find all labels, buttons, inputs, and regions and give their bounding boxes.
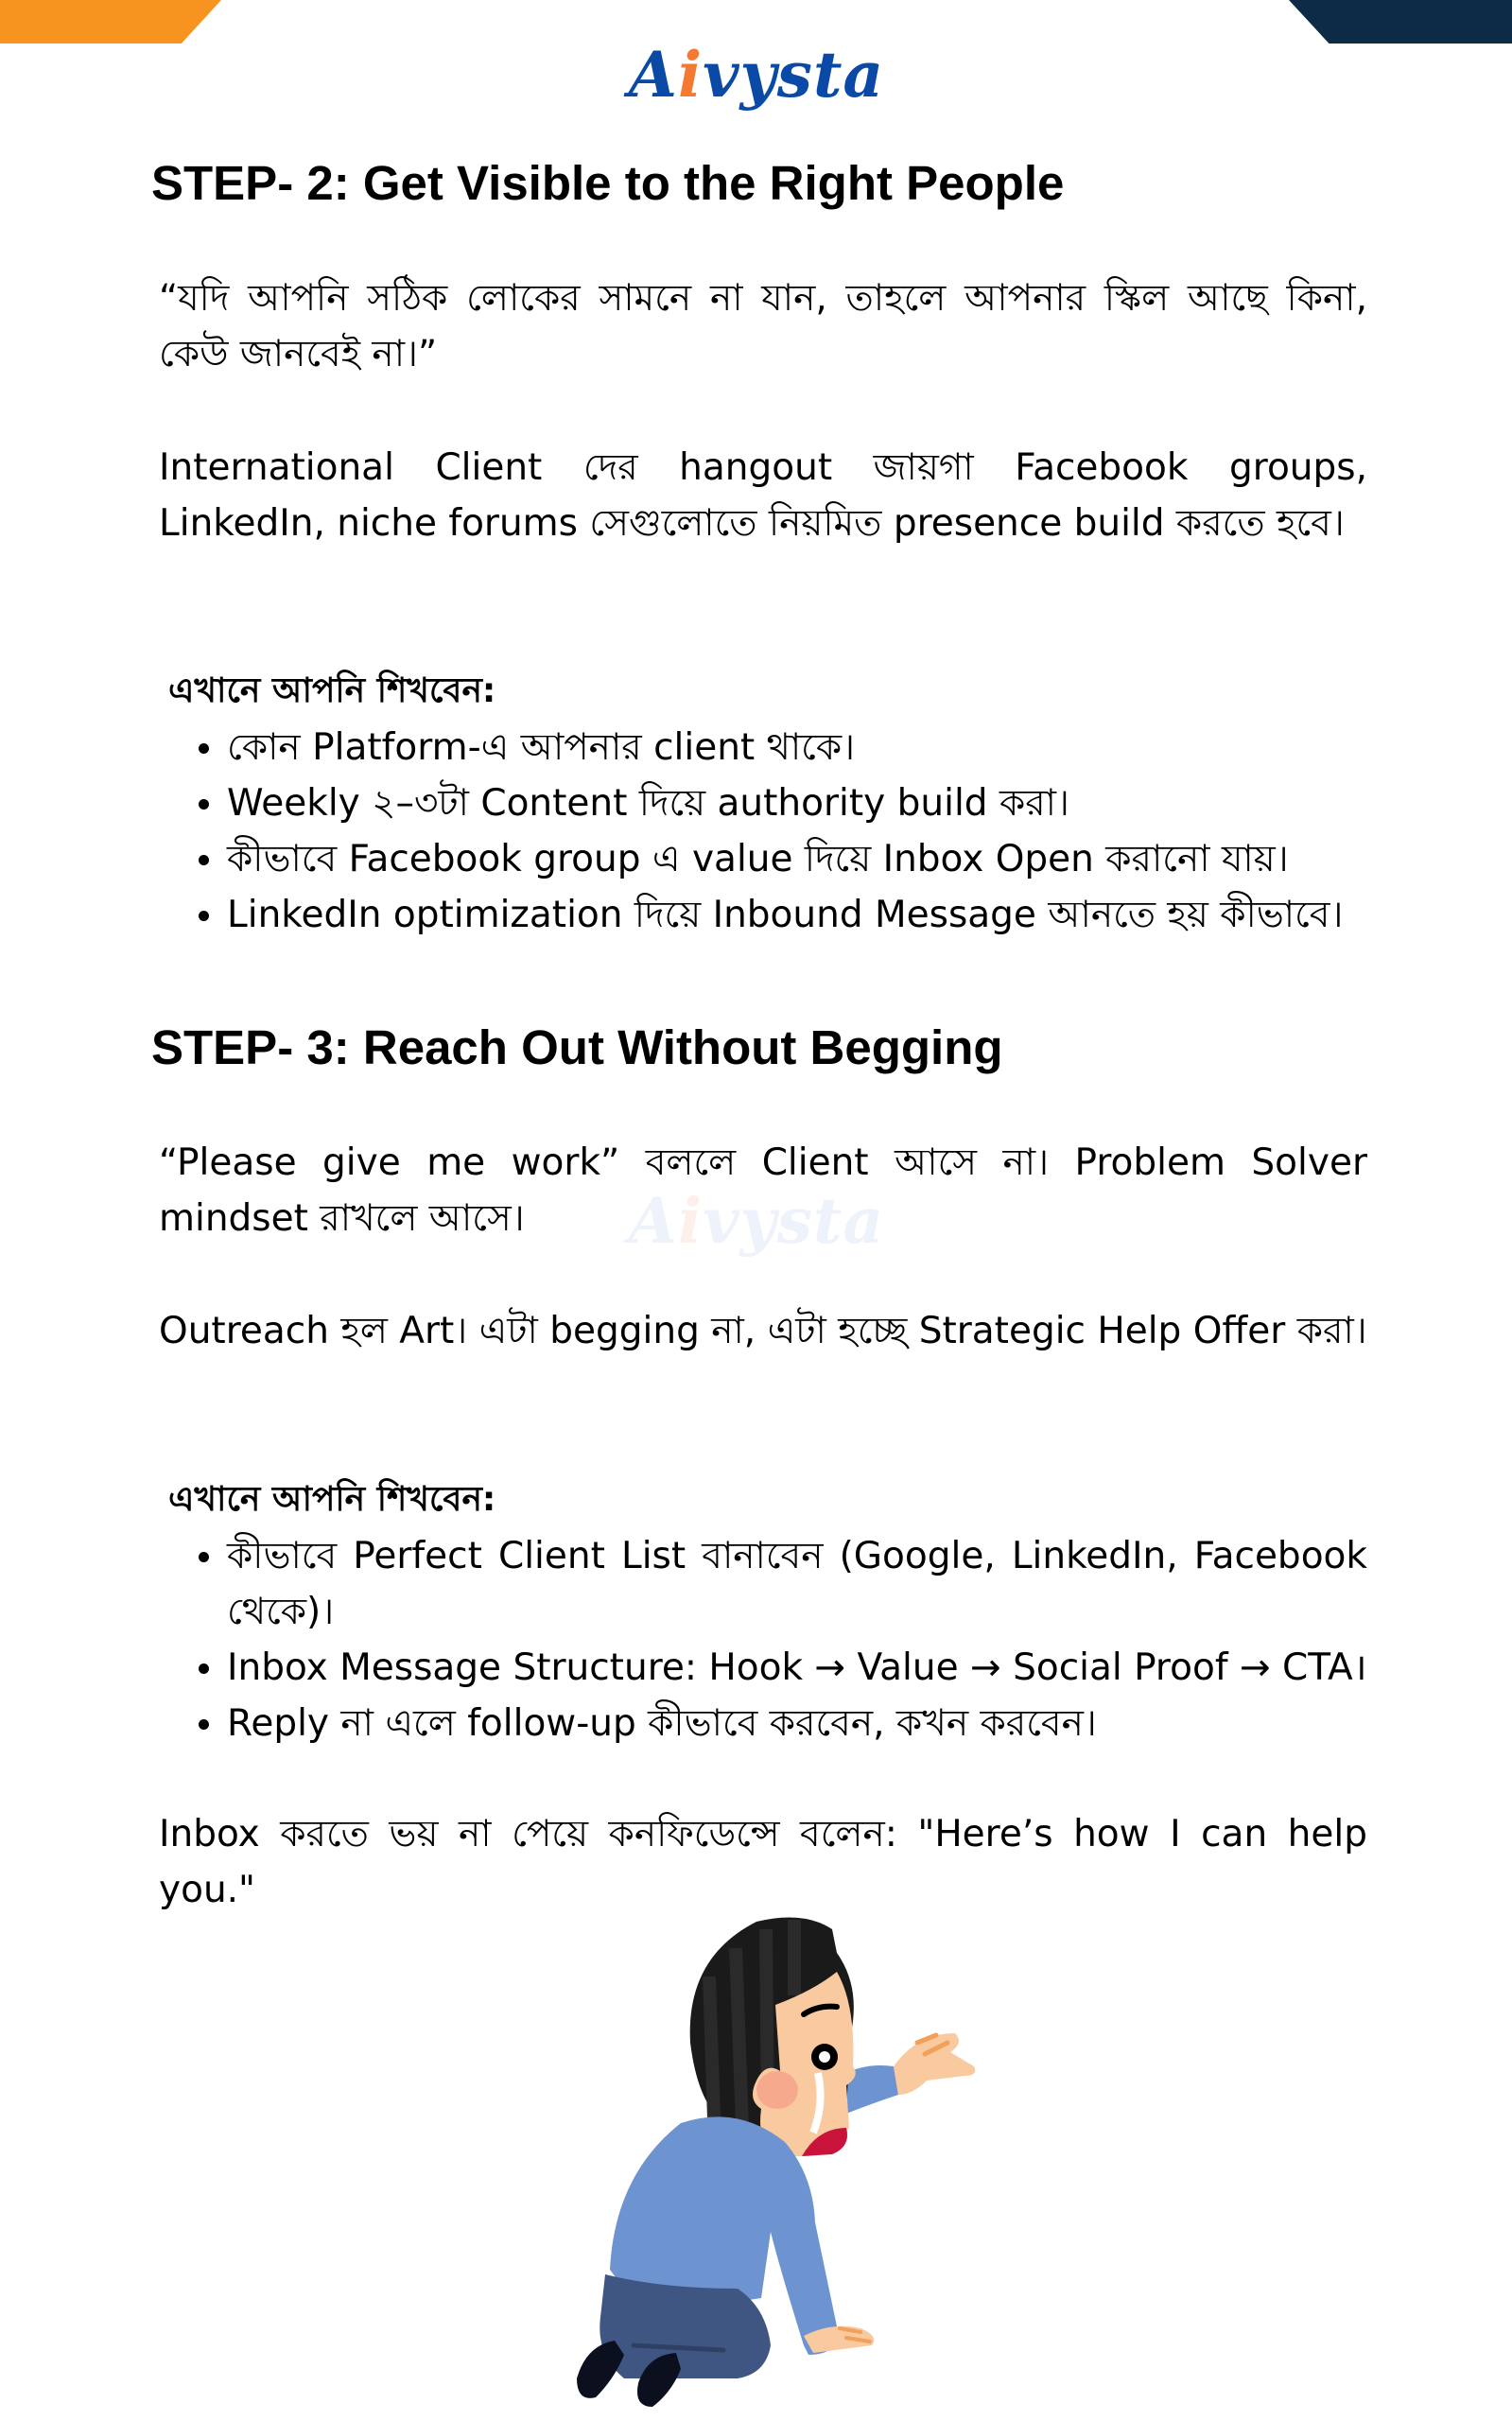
list-item: Weekly ২–৩টা Content দিয়ে authority build করা। — [159, 775, 1367, 831]
list-item: কোন Platform-এ আপনার client থাকে। — [159, 720, 1367, 775]
navy-corner-banner — [1289, 0, 1512, 44]
cheek-blush — [756, 2071, 798, 2109]
orange-corner-banner — [0, 0, 221, 44]
list-item: কীভাবে Facebook group এ value দিয়ে Inbox Open করানো যায়। — [159, 831, 1367, 887]
list-item: LinkedIn optimization দিয়ে Inbound Message আনতে হয় কীভাবে। — [159, 887, 1367, 943]
step2-heading: STEP- 2: Get Visible to the Right People — [151, 156, 1065, 210]
list-item: Reply না এলে follow-up কীভাবে করবেন, কখন করবেন। — [159, 1696, 1367, 1751]
step3-closing: Inbox করতে ভয় না পেয়ে কনফিডেন্সে বলেন: "Here’s how I can help you." — [159, 1813, 1367, 1911]
step3-learn-heading: এখানে আপনি শিখবেন: — [168, 1480, 496, 1519]
step3-paragraph: Outreach হল Art। এটা begging না, এটা হচ্ছে Strategic Help Offer করা। — [159, 1310, 1367, 1352]
bullet-icon — [199, 743, 209, 754]
step2-paragraph: International Client দের hangout জায়গা Facebook groups, LinkedIn, niche forums সেগুলোতে নিয়মিত presence build করতে হবে। — [159, 446, 1367, 545]
step3-bullet-list — [159, 1528, 1367, 1751]
step2-bullet-list — [159, 720, 1367, 943]
step3-quote: “Please give me work” বললে Client আসে না। Problem Solver mindset রাখলে আসে। — [159, 1141, 1367, 1240]
raised-hand — [894, 2033, 975, 2095]
bullet-icon — [199, 1663, 209, 1674]
bullet-icon — [199, 855, 209, 865]
kneeling-crying-man-illustration — [520, 1901, 993, 2421]
list-item: কীভাবে Perfect Client List বানাবেন (Google, LinkedIn, Facebook থেকে)। — [159, 1528, 1367, 1640]
step2-quote: “যদি আপনি সঠিক লোকের সামনে না যান, তাহলে আপনার স্কিল আছে কিনা, কেউ জানবেই না।” — [159, 277, 1367, 375]
aivysta-watermark: Aivysta — [628, 1184, 885, 1258]
shoe — [577, 2341, 624, 2398]
bullet-icon — [199, 1552, 209, 1562]
bullet-icon — [199, 911, 209, 921]
bullet-icon — [199, 1719, 209, 1730]
aivysta-logo: Aivysta — [628, 38, 885, 112]
step3-heading: STEP- 3: Reach Out Without Begging — [151, 1020, 1003, 1074]
step2-learn-heading: এখানে আপনি শিখবেন: — [168, 671, 496, 710]
bullet-icon — [199, 799, 209, 810]
list-item: Inbox Message Structure: Hook → Value → Social Proof → CTA। — [159, 1640, 1367, 1696]
